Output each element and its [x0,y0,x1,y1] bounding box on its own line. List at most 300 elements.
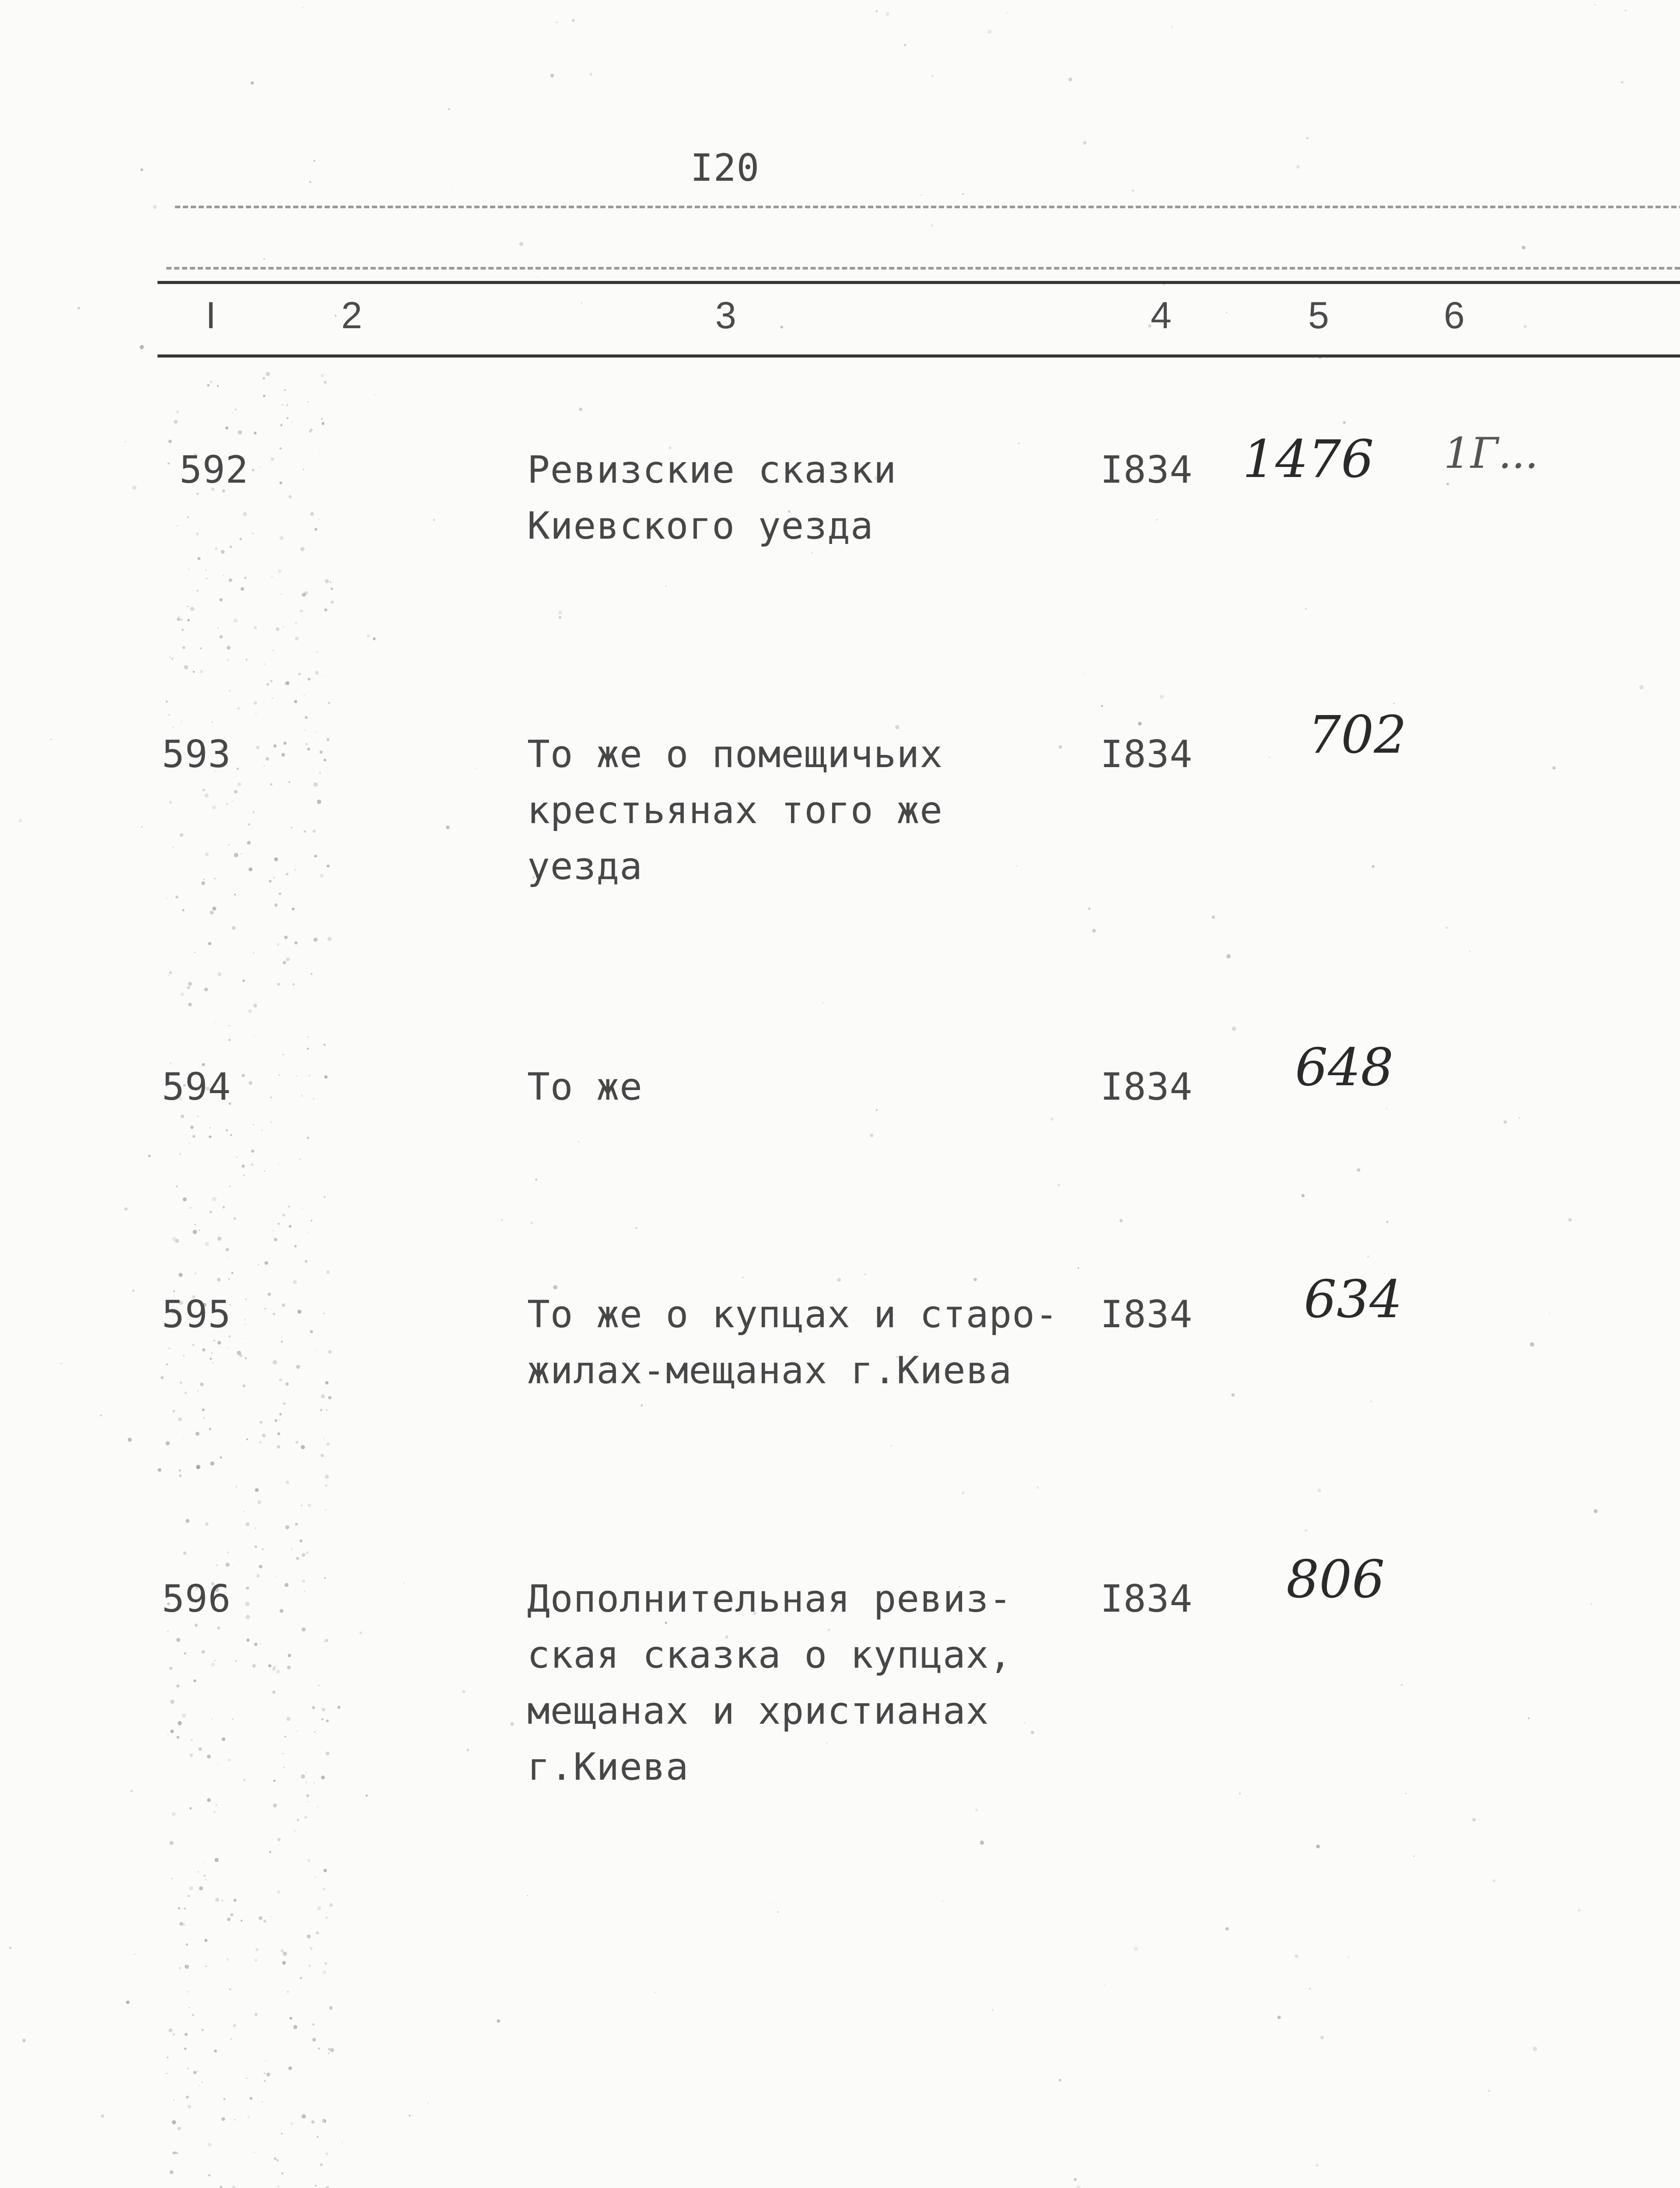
scan-speck [317,2136,318,2138]
scan-speck [211,1663,215,1666]
scan-speck [176,410,178,413]
scan-speck [299,1158,301,1161]
scan-speck [188,1991,189,1992]
scan-speck [295,622,297,624]
scan-speck [176,1684,179,1687]
scan-speck [318,2048,320,2050]
scan-speck [1134,1947,1138,1951]
scan-speck [300,1977,302,1979]
scan-speck [209,1136,211,1138]
scan-speck [283,1952,287,1956]
scan-speck [216,1804,217,1806]
scan-speck [258,1264,259,1266]
scan-speck [210,381,212,383]
header-bottom-rule [158,354,1680,358]
scan-speck [870,1134,873,1137]
scan-speck [558,611,562,614]
scan-speck [140,168,144,172]
row-sheet-count: 702 [1308,705,1407,765]
scan-speck [286,1481,290,1484]
row-sheet-count: 648 [1295,1037,1394,1098]
scan-speck [277,1445,280,1449]
scan-speck [891,1445,892,1447]
scan-speck [253,952,254,954]
row-year: I834 [1100,1577,1193,1621]
scan-speck [197,557,200,560]
scan-speck [241,587,245,591]
scan-speck [1306,137,1309,140]
scan-speck [1504,1120,1507,1124]
scan-speck [307,401,308,402]
scan-speck [1488,2090,1490,2091]
scan-speck [254,1527,256,1529]
scan-speck [433,519,435,521]
scan-speck [189,1753,193,1757]
scan-speck [307,1935,311,1939]
scan-speck [306,1551,309,1555]
scan-speck [324,381,327,384]
scan-speck [962,193,963,195]
scan-speck [328,1350,332,1353]
scan-speck [173,2099,175,2100]
scan-speck [190,607,194,611]
scan-speck [308,678,310,680]
scan-speck [232,413,233,414]
scan-speck [192,2014,194,2016]
scan-speck [366,1795,368,1797]
top-dashed-rule [175,206,1680,208]
scan-speck [294,700,298,704]
scan-speck [294,869,296,870]
scan-speck [467,1749,469,1751]
scan-speck [326,1409,327,1411]
scan-speck [202,2082,203,2083]
scan-speck [256,713,257,715]
scan-speck [180,992,184,996]
scan-speck [1226,954,1231,958]
scan-speck [185,2033,188,2036]
scan-speck [511,1722,514,1726]
scan-speck [330,582,331,583]
scan-speck [176,1638,180,1642]
scan-speck [301,2114,306,2118]
scan-speck [310,512,314,515]
scan-speck [300,1539,303,1543]
row-title-line: Ревизские сказки [527,448,897,492]
scan-speck [886,12,889,16]
scan-speck [315,1350,317,1351]
scan-speck [246,2078,248,2079]
scan-speck [306,1782,307,1783]
scan-speck [229,579,232,582]
scan-speck [315,1877,316,1878]
scan-speck [330,2048,334,2052]
scan-speck [1343,421,1346,424]
scan-speck [134,1953,135,1955]
scan-speck [170,1700,175,1704]
scan-speck [1590,1604,1592,1605]
scan-speck [283,1403,285,1405]
scan-speck [193,1680,196,1682]
scan-speck [323,1888,326,1890]
scan-speck [263,1920,266,1923]
scan-speck [307,1232,308,1234]
scan-speck [309,430,312,433]
scan-speck [309,1004,310,1005]
scan-speck [1036,1486,1039,1489]
row-title-line: жилах-мещанах г.Киева [527,1349,1012,1392]
scan-speck [301,1095,303,1097]
scan-speck [241,854,242,855]
scan-speck [1077,2185,1081,2188]
scan-speck [276,2159,279,2161]
scan-speck [262,2101,263,2103]
scan-speck [286,681,290,685]
scan-speck [276,628,279,631]
scan-speck [1232,1027,1236,1031]
scan-speck [308,1504,311,1507]
scan-speck [301,1504,302,1506]
scan-speck [227,646,231,650]
scan-speck [168,714,170,716]
scan-speck [248,823,250,825]
scan-speck [187,516,189,518]
row-sheet-count: 1476 [1242,429,1374,489]
scan-speck [1414,1855,1415,1857]
scan-speck [289,781,290,783]
scan-speck [780,326,783,329]
scan-speck [212,1197,217,1201]
scan-speck [325,1484,327,1487]
scan-speck [214,1858,218,1862]
scan-speck [975,1809,977,1811]
scan-speck [227,659,229,661]
scan-speck [284,742,287,745]
row-year: I834 [1100,1065,1193,1109]
scan-speck [276,1670,280,1674]
scan-speck [254,2152,255,2153]
scan-speck [500,1219,503,1221]
scan-speck [273,877,275,878]
scan-speck [1594,1509,1598,1513]
column-header-3: 3 [715,295,736,337]
scan-speck [248,1009,252,1013]
scan-speck [176,2152,178,2154]
scan-speck [178,1417,182,1421]
scan-speck [174,420,178,424]
scan-speck [530,1222,533,1224]
scan-speck [254,431,257,435]
scan-speck [317,1806,318,1807]
scan-speck [282,1753,284,1754]
scan-speck [327,937,332,941]
scan-speck [1401,1684,1403,1686]
scan-speck [206,578,208,580]
scan-speck [215,547,217,550]
scan-speck [187,2068,188,2069]
scan-speck [281,2133,283,2135]
scan-speck [315,528,317,531]
scan-speck [168,2028,172,2032]
scan-speck [331,600,334,604]
scan-speck [177,617,180,621]
scan-speck [312,2023,315,2026]
scan-speck [178,616,180,617]
scan-speck [280,481,282,484]
scan-speck [314,855,317,857]
scan-speck [173,847,174,848]
scan-speck [280,1949,284,1952]
scan-speck [253,1004,257,1007]
scan-speck [222,1900,224,1901]
scan-speck [300,547,304,551]
scan-speck [245,1357,247,1359]
scan-speck [217,972,221,976]
scan-speck [326,1270,330,1274]
scan-speck [1057,1184,1060,1186]
scan-speck [257,1500,261,1504]
scan-speck [19,819,22,822]
scan-speck [158,1468,161,1472]
scan-speck [254,1035,255,1036]
scan-speck [326,1720,329,1722]
scan-speck [168,1347,170,1349]
scan-speck [184,665,188,670]
scan-speck [178,1273,182,1277]
scan-speck [284,683,286,685]
scan-speck [247,841,251,845]
scan-speck [1357,1168,1360,1172]
scan-speck [77,307,80,309]
scan-speck [211,1353,213,1354]
scan-speck [777,1911,778,1913]
row-year: I834 [1100,448,1193,492]
scan-speck [1568,1218,1572,1221]
scan-speck [203,1875,206,1877]
scan-speck [219,598,222,601]
scan-speck [202,1409,205,1411]
scan-speck [283,1767,285,1768]
scan-speck [293,2025,297,2029]
scan-speck [284,1736,286,1738]
scan-speck [207,384,209,386]
scan-speck [1533,2047,1537,2051]
scan-speck [1372,865,1375,868]
scan-speck [446,825,450,829]
scan-speck [166,2072,168,2074]
scan-speck [177,2127,181,2130]
scan-speck [183,1438,184,1439]
scan-speck [188,1895,189,1897]
scan-speck [1524,325,1527,328]
scan-speck [227,1552,228,1553]
scan-speck [239,1560,241,1561]
scan-speck [590,73,592,76]
scan-speck [308,1859,311,1862]
scan-speck [273,1230,274,1231]
scan-speck [328,702,330,704]
row-note: 1Г... [1444,429,1539,478]
row-title-line: мещанах и христианах [527,1689,989,1733]
scan-speck [169,1667,172,1670]
scan-speck [1530,1342,1534,1346]
scan-speck [317,1906,321,1910]
scan-speck [180,833,184,837]
scan-speck [837,1278,841,1282]
scan-speck [1393,703,1395,704]
scan-speck [578,1141,580,1143]
scan-speck [196,533,199,535]
scan-speck [322,1708,325,1711]
scan-speck [217,1278,220,1281]
scan-speck [245,1602,249,1606]
scan-speck [277,1432,280,1435]
scan-speck [180,1382,182,1384]
scan-speck [315,2184,317,2186]
scan-speck [210,1357,212,1360]
scan-speck [1305,1529,1308,1532]
scan-speck [266,372,270,376]
scan-speck [286,957,290,961]
scan-speck [323,1312,325,1315]
column-header-5: 5 [1308,295,1329,337]
scan-speck [475,768,476,769]
scan-speck [237,1351,241,1355]
scan-speck [225,426,228,429]
scan-speck [166,898,167,899]
scan-speck [173,2034,175,2036]
scan-speck [255,2013,258,2016]
scan-speck [246,1587,249,1590]
scan-speck [285,1525,289,1529]
scan-speck [133,1290,134,1291]
scan-speck [256,746,259,749]
scan-speck [230,2038,232,2040]
scan-speck [284,389,286,391]
scan-speck [1469,951,1471,953]
row-title-line: г.Киева [527,1745,689,1789]
scan-speck [301,1445,305,1449]
scan-speck [168,975,170,976]
scan-speck [1132,189,1134,192]
scan-speck [284,936,288,939]
scan-speck [1050,1117,1054,1120]
scan-speck [235,1660,237,1662]
scan-speck [324,1438,325,1439]
scan-speck [211,1718,212,1719]
scan-speck [403,1582,404,1584]
scan-speck [324,1075,328,1079]
scan-speck [204,988,208,992]
scan-speck [182,909,184,911]
scan-speck [519,242,523,246]
scan-speck [205,852,209,856]
scan-speck [274,1238,277,1241]
scan-speck [1348,1957,1349,1958]
scan-speck [307,1036,309,1038]
scan-speck [324,1196,326,1198]
scan-speck [215,1898,219,1902]
scan-speck [170,1729,174,1733]
scan-speck [326,1917,328,1919]
scan-speck [195,1224,196,1225]
scan-speck [329,1903,333,1907]
row-year: I834 [1100,1293,1193,1336]
scan-speck [1621,81,1623,83]
scan-speck [323,1044,326,1046]
row-title-line: То же [527,1065,643,1109]
page-number: I20 [690,146,760,190]
scan-speck [186,1943,188,1946]
scan-speck [327,865,330,868]
scan-speck [262,1130,263,1131]
scan-speck [243,1385,246,1388]
scan-speck [192,1135,195,1138]
scan-speck [252,532,254,534]
scan-speck [288,495,292,498]
scan-speck [199,1747,202,1751]
scan-speck [246,659,248,660]
scan-speck [279,447,281,449]
scan-speck [128,1438,132,1442]
scan-speck [320,873,324,877]
scan-speck [305,1260,308,1262]
scan-speck [197,1390,199,1392]
scan-speck [197,1115,199,1118]
scan-speck [253,1124,254,1125]
scan-speck [277,1890,280,1893]
scan-speck [1083,141,1087,145]
row-title-line: уезда [527,845,643,888]
scan-speck [225,1563,229,1567]
scan-speck [234,894,236,895]
scan-speck [287,1717,290,1721]
scan-speck [264,2072,265,2074]
scan-speck [187,619,190,621]
scan-speck [245,1522,249,1526]
scan-speck [192,1230,197,1234]
row-title-line: крестьянах того же [527,789,943,832]
scan-speck [243,1511,244,1512]
scan-speck [581,302,583,304]
scan-speck [179,1475,182,1477]
row-number: 596 [162,1577,231,1621]
scan-speck [61,1363,63,1364]
scan-speck [1305,608,1306,610]
scan-speck [326,1443,329,1446]
scan-speck [183,1355,185,1357]
scan-speck [270,1916,272,1918]
scan-speck [249,2097,252,2100]
scan-speck [259,1565,262,1568]
scan-speck [181,721,182,722]
scan-speck [309,1965,311,1967]
scan-speck [302,593,306,597]
scan-speck [307,1136,309,1139]
scan-speck [245,1298,246,1300]
scan-speck [326,2186,329,2188]
scan-speck [182,1923,185,1926]
scan-speck [1211,915,1215,919]
scan-speck [295,1441,298,1444]
scan-speck [321,418,322,420]
scan-speck [328,2052,329,2054]
scan-speck [234,2118,236,2121]
scan-speck [188,1003,192,1006]
scan-speck [228,1758,231,1761]
scan-speck [448,108,450,110]
scan-speck [268,1664,271,1667]
